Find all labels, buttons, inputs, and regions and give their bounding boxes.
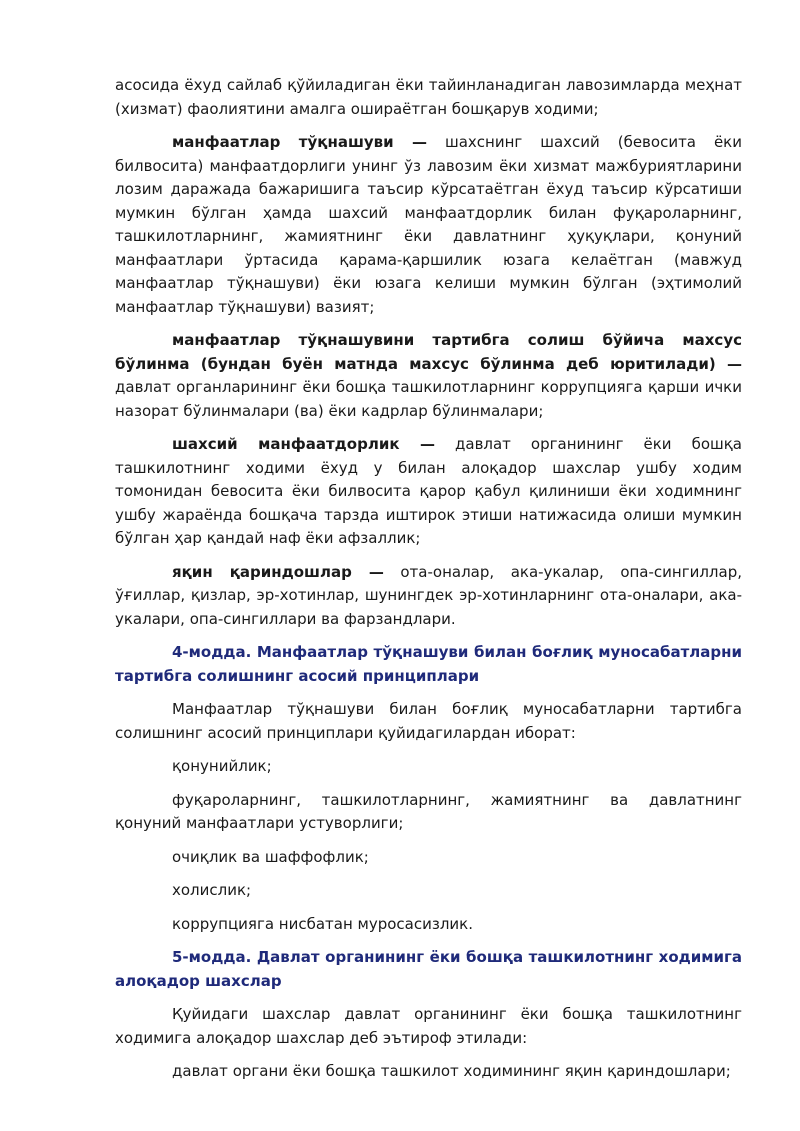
document-page: [115, 74, 742, 1094]
definition-term: манфаатлар тўқнашуви —: [172, 133, 428, 151]
article-5-heading: 5-модда. Давлат органининг ёки бошқа ташкилотнинг ходимига алоқадор шахслар: [115, 948, 742, 990]
list-item: фуқароларнинг, ташкилотларнинг, жамиятнинг ва давлатнинг қонуний манфаатлари устуворлиги;: [115, 790, 742, 832]
definition-term: яқин қариндошлар —: [172, 562, 384, 581]
definition-text: шахснинг шахсий (бевосита ёки билвосита) манфаатдорлиги унинг ўз лавозим ёки хизмат мажбуриятларини лозим даражада бажаришига таъсир кўрсатаётган ёхуд таъсир кўрсатиши мумкин бўлган ҳамда шахсий манфаатдорлик билан фуқароларнинг, ташкилотларнинг, жамиятнинг ёки давлатнинг ҳуқуқлари, қонуний манфаатлари ўртасида қарама-қаршилик юзага келаётган (мавжуд манфаатлар тўқнашуви) ёки юзага келиши мумкин бўлган (эҳтимолий манфаатлар тўқнашуви) вазият;: [115, 133, 742, 316]
definition-special-unit: [115, 329, 742, 423]
list-item: очиқлик ва шаффофлик;: [172, 847, 369, 866]
definition-term: шахсий манфаатдорлик —: [172, 435, 435, 453]
list-item: қонунийлик;: [172, 757, 272, 775]
definition-conflict-of-interest: [115, 131, 742, 319]
list-item: коррупцияга нисбатан муросасизлик.: [172, 914, 474, 933]
article-4-intro: Манфаатлар тўқнашуви билан боғлиқ муносабатларни тартибга солишнинг асосий принциплари қуйидагилардан иборат:: [115, 700, 742, 742]
definition-text: ота-оналар, ака-укалар, опа-сингиллар, ўғиллар, қизлар, эр-хотинлар, шунингдек эр-хотинларнинг ота-оналари, ака-укалари, опа-сингиллари ва фарзандлари.: [115, 562, 742, 628]
definition-close-relatives: [115, 561, 742, 632]
definition-text: давлат органининг ёки бошқа ташкилотнинг ходими ёхуд у билан алоқадор шахслар ушбу ходим томонидан бевосита ёки билвосита қарор қабул қилиниши ёки ходимнинг ушбу жараёнда бошқача тарзда иштирок этиши натижасида олиши мумкин бўлган ҳар қандай наф ёки афзаллик;: [115, 435, 742, 547]
article-4-heading: 4-модда. Манфаатлар тўқнашуви билан боғлиқ муносабатларни тартибга солишнинг асосий принциплари: [115, 643, 742, 685]
definition-personal-interest: [115, 433, 742, 551]
list-item: давлат органи ёки бошқа ташкилот ходимининг яқин қариндошлари;: [172, 1062, 731, 1080]
definition-term: манфаатлар тўқнашувини тартибга солиш бўйича махсус бўлинма (бундан буён матнда махсус бўлинма деб юритилади) —: [115, 331, 742, 373]
definition-text: давлат органларининг ёки бошқа ташкилотларнинг коррупцияга қарши ички назорат бўлинмалари (ва) ёки кадрлар бўлинмалари;: [115, 378, 742, 420]
article-5-intro: Қуйидаги шахслар давлат органининг ёки бошқа ташкилотнинг ходимига алоқадор шахслар деб эътироф этилади:: [115, 1005, 742, 1047]
list-item: холислик;: [172, 881, 252, 899]
paragraph-continuation: асосида ёхуд сайлаб қўйиладиган ёки тайинланадиган лавозимларда меҳнат (хизмат) фаолиятини амалга ошираётган бошқарув ходими;: [115, 76, 742, 118]
